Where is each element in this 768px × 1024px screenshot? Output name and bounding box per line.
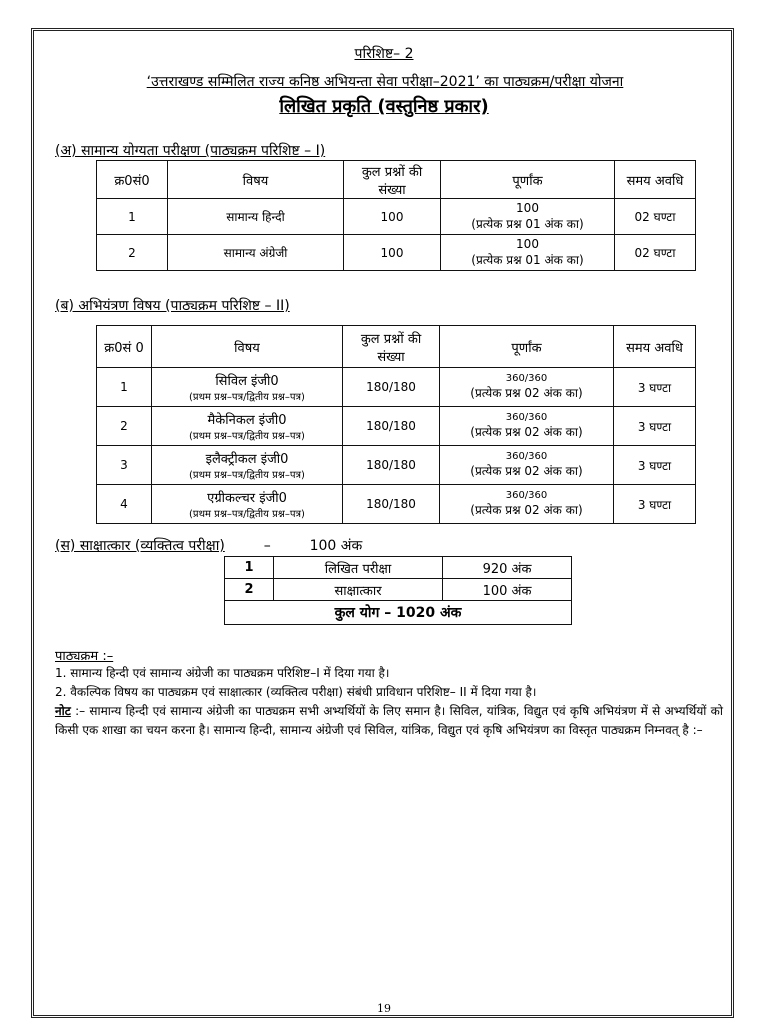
table-header-row [97, 326, 696, 368]
total-marks: कुल योग – 1020 अंक [225, 601, 572, 625]
row-sn: 2 [97, 235, 168, 271]
written-title: लिखित प्रकृति (वस्तुनिष्ठ प्रकार) [279, 96, 489, 117]
row-marks: 360/360 (प्रत्येक प्रश्न 02 अंक का) [440, 485, 614, 524]
row-questions: 100 [344, 199, 441, 235]
total-row [225, 601, 572, 625]
row-sn: 2 [225, 579, 274, 601]
row-time: 3 घण्टा [614, 446, 696, 485]
row-subject: एग्रीकल्चर इंजी0 (प्रथम प्रश्न–पत्र/द्वितीय प्रश्न–पत्र) [152, 485, 343, 524]
syllabus-note: नोट :– सामान्य हिन्दी एवं सामान्य अंग्रेजी का पाठ्यक्रम सभी अभ्यर्थियों के लिए समान है। सिविल, यांत्रिक, विद्युत एवं कृषि अभियंत्रण में से अभ्यर्थियों को किसी एक शाखा का चयन करना है। सामान्य हिन्दी, सामान्य अंग्रेजी एवं सिविल, यांत्रिक, विद्युत एवं कृषि अभियंत्रण का विस्तृत पाठ्यक्रम निम्नवत् है :– [55, 704, 723, 737]
row-time: 3 घण्टा [614, 407, 696, 446]
row-sn: 4 [97, 485, 152, 524]
row-time: 02 घण्टा [615, 235, 696, 271]
row-sn: 1 [97, 199, 168, 235]
row-marks: 360/360 (प्रत्येक प्रश्न 02 अंक का) [440, 407, 614, 446]
row-marks: 920 अंक [443, 557, 572, 579]
table-row [97, 199, 696, 235]
row-subject: सिविल इंजी0 (प्रथम प्रश्न–पत्र/द्वितीय प्रश्न–पत्र) [152, 368, 343, 407]
section-b-heading: (ब) अभियंत्रण विषय (पाठ्यक्रम परिशिष्ट – II) [55, 298, 290, 314]
table-row [97, 235, 696, 271]
col-marks: पूर्णांक [440, 326, 614, 368]
row-subject: सामान्य हिन्दी [168, 199, 344, 235]
col-sn: क्र0सं 0 [97, 326, 152, 368]
col-time: समय अवधि [614, 326, 696, 368]
row-sn: 2 [97, 407, 152, 446]
row-label: साक्षात्कार [274, 579, 443, 601]
col-time: समय अवधि [615, 161, 696, 199]
section-b-table [96, 325, 696, 524]
table-row [97, 368, 696, 407]
syllabus-point-2: 2. वैकल्पिक विषय का पाठ्यक्रम एवं साक्षात्कार (व्यक्तित्व परीक्षा) संबंधी प्राविधान परिशिष्ट– II में दिया गया है। [55, 685, 537, 699]
row-sn: 3 [97, 446, 152, 485]
table-row [225, 557, 572, 579]
row-marks: 100 (प्रत्येक प्रश्न 01 अंक का) [441, 235, 615, 271]
row-subject: इलैक्ट्रीकल इंजी0 (प्रथम प्रश्न–पत्र/द्वितीय प्रश्न–पत्र) [152, 446, 343, 485]
col-subject: विषय [152, 326, 343, 368]
col-marks: पूर्णांक [441, 161, 615, 199]
row-sn: 1 [97, 368, 152, 407]
syllabus-heading: पाठ्यक्रम :– [55, 649, 114, 664]
row-time: 3 घण्टा [614, 368, 696, 407]
row-questions: 180/180 [343, 407, 440, 446]
section-a-heading: (अ) सामान्य योग्यता परीक्षण (पाठ्यक्रम परिशिष्ट – I) [55, 143, 326, 159]
row-marks: 100 अंक [443, 579, 572, 601]
row-questions: 180/180 [343, 485, 440, 524]
row-label: लिखित परीक्षा [274, 557, 443, 579]
col-questions: कुल प्रश्नों की संख्या [344, 161, 441, 199]
page-number: 19 [377, 1002, 391, 1015]
table-header-row [97, 161, 696, 199]
row-questions: 100 [344, 235, 441, 271]
row-time: 3 घण्टा [614, 485, 696, 524]
syllabus-body [55, 664, 723, 740]
row-subject: मैकेनिकल इंजी0 (प्रथम प्रश्न–पत्र/द्वितीय प्रश्न–पत्र) [152, 407, 343, 446]
row-questions: 180/180 [343, 368, 440, 407]
row-subject: सामान्य अंग्रेजी [168, 235, 344, 271]
exam-title: ‘उत्तराखण्ड सम्मिलित राज्य कनिष्ठ अभियन्ता सेवा परीक्षा–2021’ का पाठ्यक्रम/परीक्षा योजना [146, 74, 624, 90]
col-sn: क्र0सं0 [97, 161, 168, 199]
section-c-heading: (स) साक्षात्कार (व्यक्तित्व परीक्षा) – 100 अंक [55, 538, 363, 554]
table-row [97, 485, 696, 524]
col-subject: विषय [168, 161, 344, 199]
appendix-label: परिशिष्ट– 2 [354, 46, 414, 62]
row-time: 02 घण्टा [615, 199, 696, 235]
row-questions: 180/180 [343, 446, 440, 485]
syllabus-point-1: 1. सामान्य हिन्दी एवं सामान्य अंग्रेजी का पाठ्यक्रम परिशिष्ट–I में दिया गया है। [55, 666, 390, 680]
row-sn: 1 [225, 557, 274, 579]
row-marks: 360/360 (प्रत्येक प्रश्न 02 अंक का) [440, 446, 614, 485]
table-row [97, 407, 696, 446]
table-row [225, 579, 572, 601]
section-a-table [96, 160, 696, 271]
row-marks: 100 (प्रत्येक प्रश्न 01 अंक का) [441, 199, 615, 235]
row-marks: 360/360 (प्रत्येक प्रश्न 02 अंक का) [440, 368, 614, 407]
col-questions: कुल प्रश्नों की संख्या [343, 326, 440, 368]
table-row [97, 446, 696, 485]
section-c-table [224, 556, 572, 625]
